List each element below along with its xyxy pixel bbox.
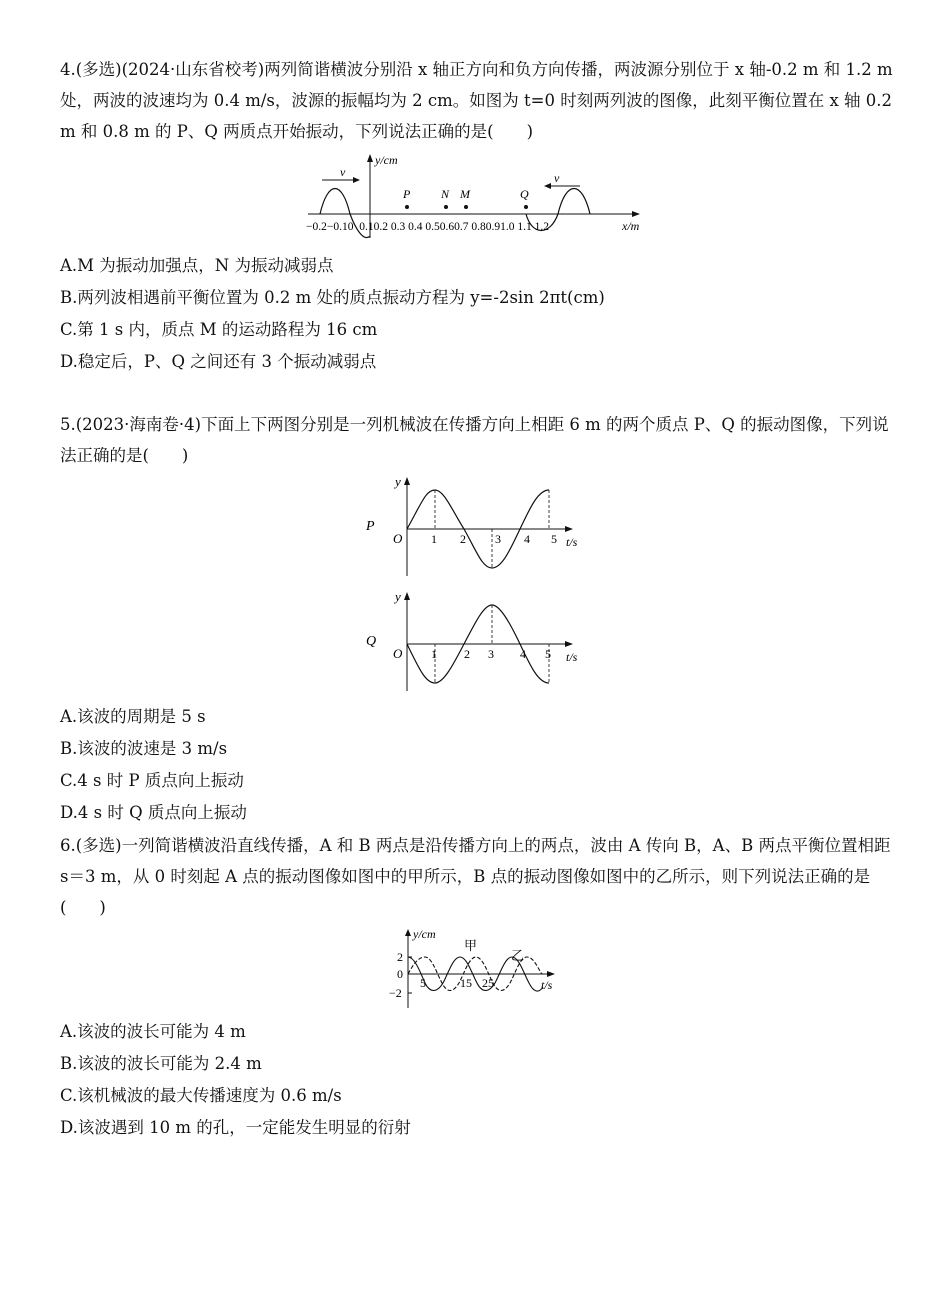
q4-x-axis-label: x/m (622, 219, 640, 233)
q5-q-tick-2: 2 (464, 647, 470, 661)
q6-option-d[interactable]: D.该波遇到 10 m 的孔，一定能发生明显的衍射 (60, 1118, 411, 1137)
q5-q-label: Q (366, 634, 377, 649)
q5-option-d[interactable]: D.4 s 时 Q 质点向上振动 (60, 803, 247, 822)
question-5-stem: 5.(2023·海南卷·4)下面上下两图分别是一列机械波在传播方向上相距 6 m 的两个质点 P、Q 的振动图像，下列说法正确的是( ) (60, 415, 889, 465)
q6-series-jia-label: 甲 (464, 938, 478, 953)
q5-p-tick-4: 4 (524, 532, 530, 546)
question-6-stem: 6.(多选)一列简谐横波沿直线传播，A 和 B 两点是沿传播方向上的两点，波由 A 传向 B，A、B 两点平衡位置相距 s＝3 m，从 0 时刻起 A 点的振动图像如图中的甲所示，B 点的振动图像如图中的乙所示，则下列说法正确的是( ) (60, 836, 891, 917)
q6-y-axis-label: y/cm (413, 927, 436, 941)
q6-option-a[interactable]: A.该波的波长可能为 4 m (60, 1022, 246, 1041)
q6-y-tick-neg2: −2 (389, 986, 402, 1000)
q5-p-tick-2: 2 (460, 532, 466, 546)
q5-q-tick-3: 3 (488, 647, 494, 661)
q6-x-tick-15: 15 (460, 976, 472, 990)
q5-option-b[interactable]: B.该波的波速是 3 m/s (60, 739, 228, 758)
q4-point-m: M (460, 187, 470, 201)
q5-q-tick-4: 4 (520, 647, 526, 661)
q4-option-b[interactable]: B.两列波相遇前平衡位置为 0.2 m 处的质点振动方程为 y=-2sin 2πt(cm) (60, 288, 605, 307)
q5-p-tick-5: 5 (551, 532, 557, 546)
q6-vibration-figure (385, 925, 575, 1010)
q5-q-y-label: y (395, 589, 401, 604)
q5-p-y-label: y (395, 474, 401, 489)
q5-q-vibration-figure (360, 583, 590, 695)
q5-q-origin: O (393, 646, 403, 661)
q4-option-d[interactable]: D.稳定后，P、Q 之间还有 3 个振动减弱点 (60, 352, 377, 371)
q4-velocity-right: v (554, 171, 560, 185)
q6-x-axis-label: t/s (541, 978, 553, 992)
q5-q-tick-5: 5 (545, 647, 551, 661)
q6-option-b[interactable]: B.该波的波长可能为 2.4 m (60, 1054, 262, 1073)
q5-option-c[interactable]: C.4 s 时 P 质点向上振动 (60, 771, 244, 790)
q5-option-a[interactable]: A.该波的周期是 5 s (60, 707, 206, 726)
q5-p-tick-3: 3 (495, 532, 501, 546)
q4-wave-figure (300, 150, 660, 245)
q4-velocity-left: v (340, 165, 346, 179)
q4-point-p: P (403, 187, 411, 201)
q5-q-tick-1: 1 (431, 647, 437, 661)
q4-point-q: Q (520, 187, 529, 201)
question-4-stem: 4.(多选)(2024·山东省校考)两列简谐横波分别沿 x 轴正方向和负方向传播，两波源分别位于 x 轴-0.2 m 和 1.2 m 处，两波的波速均为 0.4 m/s，波源的振幅均为 2 cm。如图为 t=0 时刻两列波的图像，此刻平衡位置在 x 轴 0.2 m 和 0.8 m 的 P、Q 两质点开始振动，下列说法正确的是( ) (60, 60, 893, 141)
q5-p-origin: O (393, 531, 403, 546)
q5-q-x-label: t/s (566, 650, 578, 664)
q5-p-tick-1: 1 (431, 532, 437, 546)
q4-option-c[interactable]: C.第 1 s 内，质点 M 的运动路程为 16 cm (60, 320, 378, 339)
q4-y-axis-label: y/cm (375, 153, 398, 167)
q5-p-x-label: t/s (566, 535, 578, 549)
q5-p-label: P (366, 519, 375, 534)
q5-p-vibration-figure (360, 468, 590, 580)
q6-series-yi-label: 乙 (511, 948, 525, 963)
q4-x-ticks: −0.2−0.10 0.10.2 0.3 0.4 0.50.60.7 0.80.91.0 1.1 1.2 (306, 221, 549, 233)
q4-option-a[interactable]: A.M 为振动加强点，N 为振动减弱点 (60, 256, 334, 275)
q6-y-tick-2: 2 (397, 950, 403, 964)
q6-x-tick-5: 5 (420, 976, 426, 990)
q4-point-n: N (441, 187, 450, 201)
q6-x-tick-25: 25 (482, 976, 494, 990)
q6-option-c[interactable]: C.该机械波的最大传播速度为 0.6 m/s (60, 1086, 342, 1105)
q6-y-tick-0: 0 (397, 967, 403, 981)
